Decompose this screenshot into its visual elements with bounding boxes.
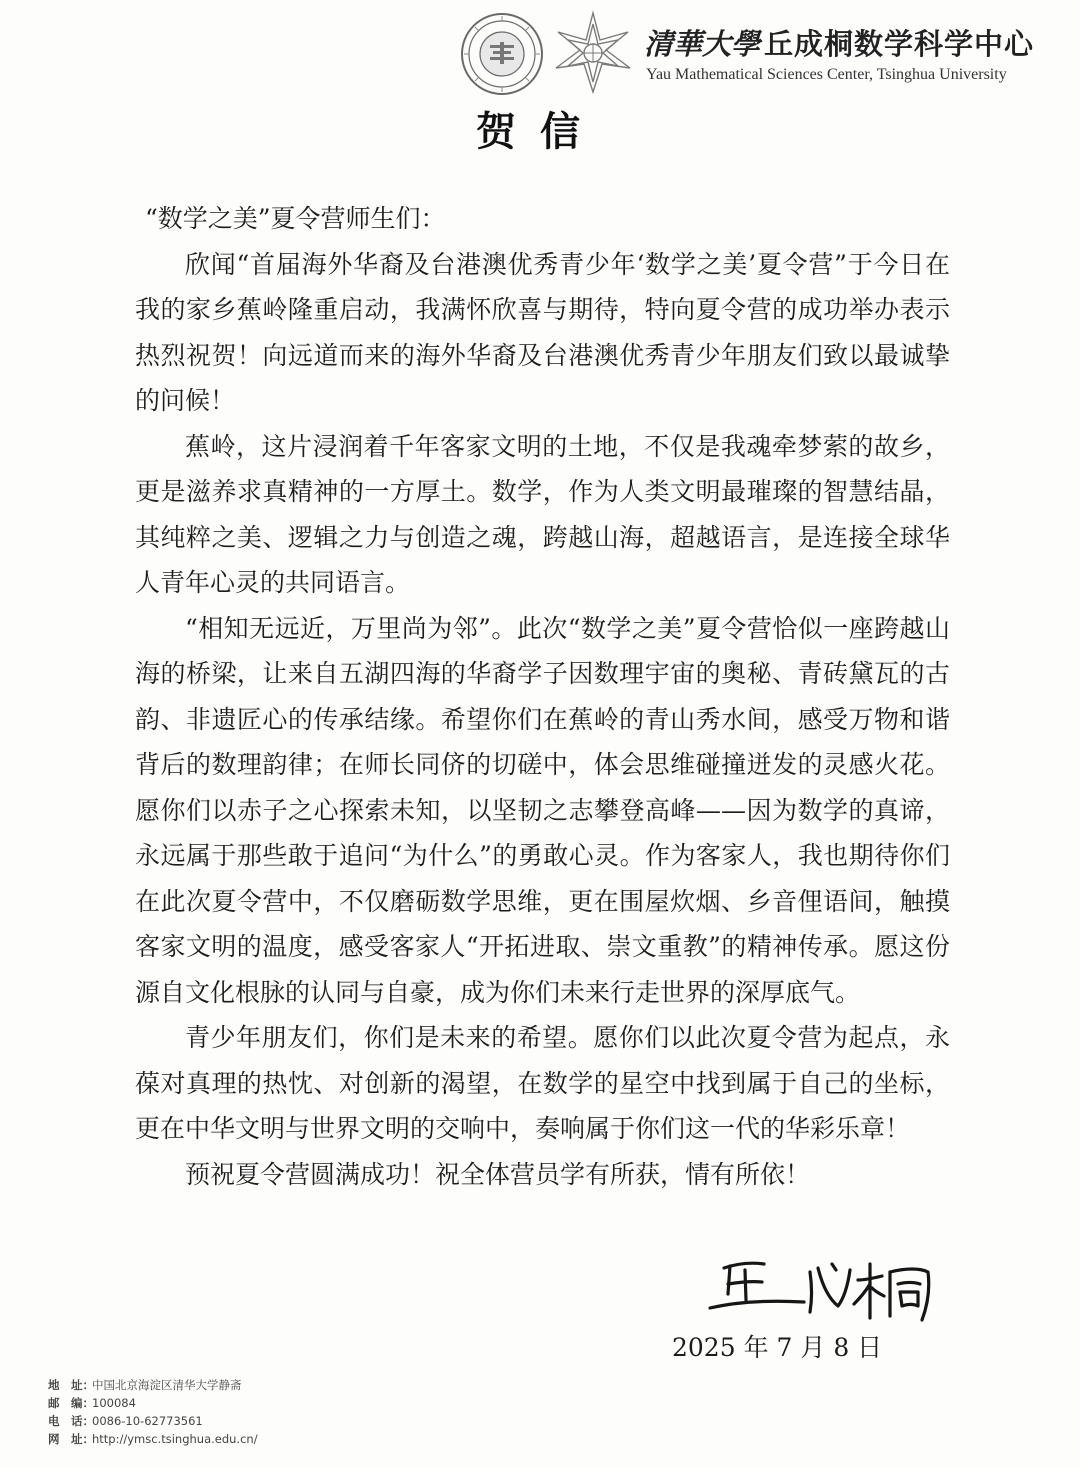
address-label: 地 址： xyxy=(48,1378,94,1392)
center-name-en: Yau Mathematical Sciences Center, Tsinghua University xyxy=(646,66,1007,83)
university-name: 清華大學 xyxy=(644,27,761,61)
paragraph-3: “相知无远近，万里尚为邻”。此次“数学之美”夏令营恰似一座跨越山海的桥梁，让来自五湖四海的华裔学子因数理宇宙的奥秘、青砖黛瓦的古韵、非遗匠心的传承结缘。希望你们在蕉岭的青山秀水间，感受万物和谐背后的数理韵律；在师长同侪的切磋中，体会思维碰撞迸发的灵感火花。愿你们以赤子之心探索未知，以坚韧之志攀登高峰——因为数学的真谛，永远属于那些敢于追问“为什么”的勇敢心灵。作为客家人，我也期待你们在此次夏令营中，不仅磨砺数学思维，更在围屋炊烟、乡音俚语间，触摸客家文明的温度，感受客家人“开拓进取、崇文重教”的精神传承。愿这份源自文化根脉的认同与自豪，成为你们未来行走世界的深厚底气。 xyxy=(135,613,950,1007)
address-value: 中国北京海淀区清华大学静斋 xyxy=(92,1378,242,1392)
paragraph-1: 欣闻“首届海外华裔及台港澳优秀青少年‘数学之美’夏令营”于今日在我的家乡蕉岭隆重启动，我满怀欣喜与期待，特向夏令营的成功举办表示热烈祝贺！向远道而来的海外华裔及台港澳优秀青少年朋友们致以最诚挚的问候！ xyxy=(135,249,950,415)
letterhead xyxy=(460,8,1060,88)
letter-date: 2025 年 7 月 8 日 xyxy=(672,1333,883,1362)
website-link[interactable]: http://ymsc.tsinghua.edu.cn/ xyxy=(92,1432,258,1446)
phone-label: 电 话： xyxy=(48,1414,94,1428)
footer-postcode xyxy=(48,1394,258,1412)
footer-phone xyxy=(48,1412,258,1430)
footer-website xyxy=(48,1430,258,1448)
ymsc-emblem-icon xyxy=(550,10,636,96)
center-name-cn xyxy=(644,22,1034,63)
website-label: 网 址： xyxy=(48,1432,94,1446)
letter-body xyxy=(135,196,950,1197)
phone-value: 0086-10-62773561 xyxy=(92,1414,203,1428)
letter-title: 贺信 xyxy=(476,108,604,155)
salutation: “数学之美”夏令营师生们： xyxy=(145,204,446,233)
postcode-label: 邮 编： xyxy=(48,1396,94,1410)
footer-address xyxy=(48,1376,258,1394)
paragraph-5: 预祝夏令营圆满成功！祝全体营员学有所获，情有所依！ xyxy=(185,1159,811,1189)
handwritten-signature xyxy=(706,1250,946,1332)
letterhead-footer xyxy=(48,1376,258,1448)
paragraph-2: 蕉岭，这片浸润着千年客家文明的土地，不仅是我魂牵梦萦的故乡，更是滋养求真精神的一方厚土。数学，作为人类文明最璀璨的智慧结晶，其纯粹之美、逻辑之力与创造之魂，跨越山海，超越语言，是连接全球华人青年心灵的共同语言。 xyxy=(135,431,950,597)
paragraph-4: 青少年朋友们，你们是未来的希望。愿你们以此次夏令营为起点，永葆对真理的热忱、对创新的渴望，在数学的星空中找到属于自己的坐标，更在中华文明与世界文明的交响中，奏响属于你们这一代的华彩乐章！ xyxy=(135,1023,950,1143)
tsinghua-seal-icon xyxy=(460,12,544,96)
postcode-value: 100084 xyxy=(92,1396,136,1410)
center-name: 丘成桐数学科学中心 xyxy=(764,27,1035,61)
